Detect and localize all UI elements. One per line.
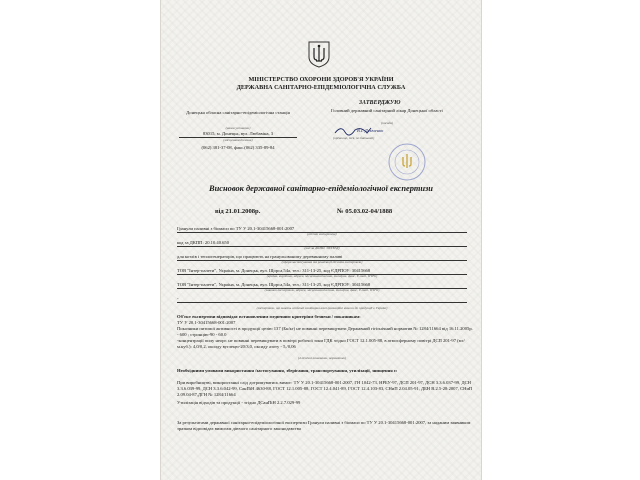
footer-text: За результатами державної санітарно-епідеміологічної експертизи Гранули паливні з біомаси по ТУ У 20.1-30415668-001:2007, за наданим заявником зразком відповідає вимогам діючого санітарного законодавства — [177, 420, 471, 431]
document-date: від 21.01.2008р. — [215, 208, 261, 215]
product-field: Гранули паливні з біомаси по ТУ У 20.1-30415668-001:2007 — [177, 226, 467, 233]
blank-caption: (експертизи, що мають особливі санітарно-експлуатаційні вимоги до продукції в Україні) — [256, 306, 388, 310]
applicant-field: ТОВ "Інтер-палети", Україна, м. Донецьк, вул. Щорса,54а, тел.: 311-13-25, код ЄДРПОУ: 30415668 — [177, 282, 467, 289]
issuer-phone: (062) 381-37-08, факс.(062) 335-89-84 — [201, 145, 275, 150]
producer-caption: (країна, виробник, адреса, місцезнаходження, телефон, факс, E-mail, WWW) — [266, 274, 378, 278]
signature — [333, 124, 373, 136]
approval-position: Головний державний санітарний лікар Донецької області — [331, 108, 443, 113]
conclusion-tu: ТУ У 20.1-30415668-001:2007 — [177, 320, 236, 325]
purpose-field: для котлів і теплогенераторів, що працюють на гранульованому деревинному паливі — [177, 254, 467, 261]
conditions-text: При виробництві, використанні слід дотримуватись вимог: ТУ У 20.1-30415668-001:2007, ГН 1042-73, НРБУ-97, ДСП 201-97, ДСН 3.3.6.037-99, ДСН 3.3.6.039-99, ДСН 3.3.6.042-99, СанПіН 4630-88, ГОСТ 12.1.005-88, ГОСТ 12.4.041-89, ГОСТ 12.4.103-83, СНиП 2.04.05-91, ДБН В.2.5-28:2007, СНиП 2.09.04-87,ДГН № 1284/11664 — [177, 380, 473, 397]
approval-name: В.І. Демченко — [357, 128, 384, 133]
issuer-station-caption: (назва установи) — [225, 126, 251, 130]
certificate-page — [160, 0, 482, 480]
issuer-station: Донецька обласна санітарно-епідеміологічна станція — [186, 110, 290, 115]
document-title: Висновок державної санітарно-епідеміологічної експертизи — [209, 184, 433, 193]
trident-emblem-icon — [307, 40, 331, 68]
issuer-address-caption: (місцезнаходження) — [223, 138, 253, 142]
ministry-heading: МІНІСТЕРСТВО ОХОРОНИ ЗДОРОВ'Я УКРАЇНИ — [248, 76, 394, 83]
code-caption: (код за ДКПП, УКТЗЕД) — [304, 246, 340, 250]
product-caption: (об'єкт експертизи) — [307, 232, 337, 236]
conclusion-lead: Об'єкт експертизи відповідає встановленим медичним критеріям безпеки / показникам: — [177, 314, 361, 319]
conclusion-p1: Показники питомої активності в продукції цезію 137 (Бк/кг) не повинні перевищувати Державний гігієнічний норматив № 1284/11664 від 16.11.2005р. - 600 ; стронцію-90 - 60.0 — [177, 326, 473, 337]
applicant-caption: (заявник експертизи, адреса, місцезнаходження, телефон, факс, E-mail, WWW) — [264, 288, 380, 292]
approval-position-caption: (посада) — [381, 121, 394, 125]
conclusion-p2: -концентрації пилу неорг. не повинні перевищувати в повітрі робочої зони ГДК згідно ГОСТ 12.1.005-88, в атмосферному повітрі ДСП 201-97 (мг/м.куб.): 4,0/0,2, оксиду вуглецю-20/3,0, оксиду азоту - 5,/0,06 — [177, 338, 465, 349]
approval-title: ЗАТВЕРДЖУЮ — [359, 100, 401, 106]
producer-field: ТОВ "Інтер-палети", Україна, м. Донецьк, вул. Щорса,54а, тел.: 311-13-25, код ЄДРПОУ: 30415668 — [177, 268, 467, 275]
service-heading: ДЕРЖАВНА САНІТАРНО-ЕПІДЕМІОЛОГІЧНА СЛУЖБА — [236, 84, 406, 91]
conclusion-caption: (гігієнічні показники, нормативи) — [297, 356, 347, 360]
official-seal — [387, 142, 427, 182]
issuer-address: 83015, м. Донецьк, вул. Любавіна, 3 — [179, 131, 297, 138]
conditions-storage: Утилізація відходів та продукції - згідно ДСанПіН 2.2.7.029-99 — [177, 400, 301, 405]
approval-name-caption: (прізвище, ім'я, по батькові) — [333, 136, 375, 140]
code-field: код за ДКПП: 20.10.40.650 — [177, 240, 467, 247]
conditions-lead: Необхідними умовами використання /застосування, зберігання, транспортування, утилізації, знищення є: — [177, 368, 398, 373]
document-number: № 05.03.02-04/1888 — [337, 208, 393, 215]
blank-field: - — [177, 296, 467, 303]
purpose-caption: (сфера застосування та реалізації об'єкта експертизи) — [281, 260, 363, 264]
